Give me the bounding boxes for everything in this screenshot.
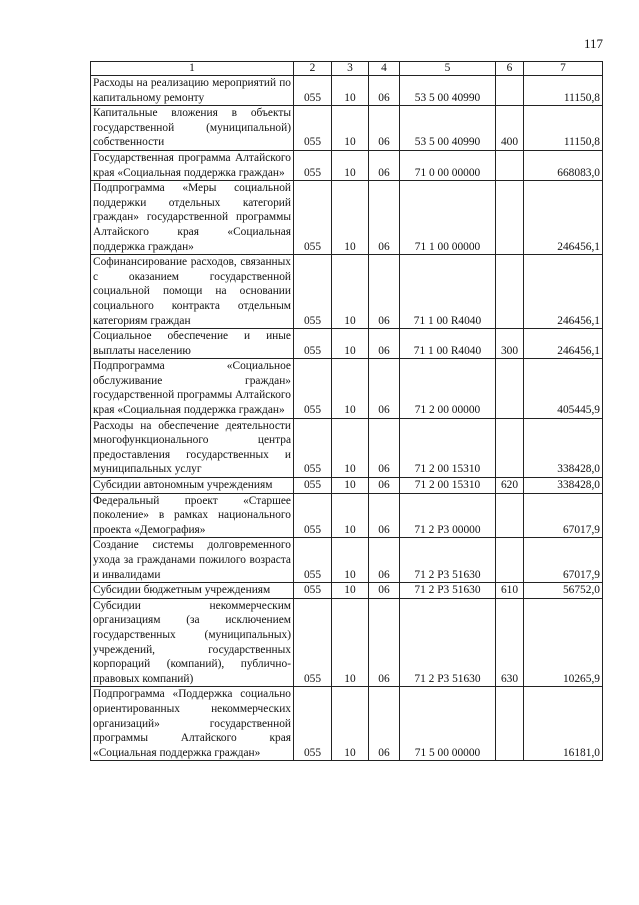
expense-type-cell: 610: [496, 583, 524, 599]
amount-cell: 10265,9: [524, 598, 603, 687]
expense-type-cell: 400: [496, 106, 524, 151]
subsection-cell: 06: [369, 598, 400, 687]
amount-cell: 11150,8: [524, 76, 603, 106]
table-row: [91, 359, 603, 418]
admin-code-cell: 055: [294, 255, 332, 329]
subsection-cell: 06: [369, 418, 400, 477]
amount-cell: 246456,1: [524, 255, 603, 329]
subsection-cell: 06: [369, 181, 400, 255]
amount-cell: 338428,0: [524, 418, 603, 477]
admin-code-cell: 055: [294, 493, 332, 538]
col-header-1: 1: [91, 62, 294, 76]
table-row: [91, 418, 603, 477]
row-name-cell: Субсидии автономным учреждениям: [91, 478, 294, 494]
target-article-cell: 71 2 P3 51630: [400, 583, 496, 599]
budget-table: [90, 61, 603, 761]
subsection-cell: 06: [369, 583, 400, 599]
expense-type-cell: 620: [496, 478, 524, 494]
admin-code-cell: 055: [294, 359, 332, 418]
target-article-cell: 71 2 00 00000: [400, 359, 496, 418]
section-cell: 10: [332, 687, 369, 761]
table-body: [91, 76, 603, 761]
section-cell: 10: [332, 538, 369, 583]
table-row: [91, 76, 603, 106]
expense-type-cell: [496, 76, 524, 106]
section-cell: 10: [332, 150, 369, 180]
table-row: [91, 478, 603, 494]
expense-type-cell: [496, 150, 524, 180]
target-article-cell: 53 5 00 40990: [400, 106, 496, 151]
subsection-cell: 06: [369, 538, 400, 583]
amount-cell: 67017,9: [524, 493, 603, 538]
target-article-cell: 71 1 00 R4040: [400, 255, 496, 329]
section-cell: 10: [332, 106, 369, 151]
subsection-cell: 06: [369, 359, 400, 418]
target-article-cell: 53 5 00 40990: [400, 76, 496, 106]
target-article-cell: 71 1 00 00000: [400, 181, 496, 255]
table-row: [91, 493, 603, 538]
subsection-cell: 06: [369, 150, 400, 180]
expense-type-cell: [496, 687, 524, 761]
expense-type-cell: [496, 359, 524, 418]
row-name-cell: Государственная программа Алтайского края «Социальная поддержка граждан»: [91, 150, 294, 180]
section-cell: 10: [332, 598, 369, 687]
amount-cell: 405445,9: [524, 359, 603, 418]
target-article-cell: 71 0 00 00000: [400, 150, 496, 180]
admin-code-cell: 055: [294, 181, 332, 255]
row-name-cell: Капитальные вложения в объекты государственной (муниципальной) собственности: [91, 106, 294, 151]
amount-cell: 16181,0: [524, 687, 603, 761]
subsection-cell: 06: [369, 76, 400, 106]
target-article-cell: 71 2 00 15310: [400, 418, 496, 477]
row-name-cell: Расходы на обеспечение деятельности многофункционального центра предоставления государственных и муниципальных услуг: [91, 418, 294, 477]
section-cell: 10: [332, 478, 369, 494]
section-cell: 10: [332, 181, 369, 255]
table-row: [91, 583, 603, 599]
expense-type-cell: [496, 181, 524, 255]
admin-code-cell: 055: [294, 418, 332, 477]
row-name-cell: Подпрограмма «Поддержка социально ориентированных некоммерческих организаций» государственной программы Алтайского края «Социальная поддержка граждан»: [91, 687, 294, 761]
row-name-cell: Подпрограмма «Меры социальной поддержки отдельных категорий граждан» государственной программы Алтайского края «Социальная поддержка граждан»: [91, 181, 294, 255]
row-name-cell: Федеральный проект «Старшее поколение» в рамках национального проекта «Демография»: [91, 493, 294, 538]
subsection-cell: 06: [369, 687, 400, 761]
amount-cell: 56752,0: [524, 583, 603, 599]
table-row: [91, 106, 603, 151]
amount-cell: 668083,0: [524, 150, 603, 180]
expense-type-cell: [496, 493, 524, 538]
row-name-cell: Субсидии некоммерческим организациям (за исключением государственных (муниципальных) учреждений, государственных корпораций (компаний), публично-правовых компаний): [91, 598, 294, 687]
subsection-cell: 06: [369, 255, 400, 329]
subsection-cell: 06: [369, 493, 400, 538]
admin-code-cell: 055: [294, 583, 332, 599]
amount-cell: 338428,0: [524, 478, 603, 494]
col-header-2: 2: [294, 62, 332, 76]
target-article-cell: 71 2 P3 51630: [400, 538, 496, 583]
col-header-6: 6: [496, 62, 524, 76]
row-name-cell: Создание системы долговременного ухода за гражданами пожилого возраста и инвалидами: [91, 538, 294, 583]
subsection-cell: 06: [369, 478, 400, 494]
page-number: 117: [583, 36, 603, 51]
admin-code-cell: 055: [294, 598, 332, 687]
expense-type-cell: [496, 255, 524, 329]
amount-cell: 246456,1: [524, 329, 603, 359]
target-article-cell: 71 2 P3 00000: [400, 493, 496, 538]
admin-code-cell: 055: [294, 106, 332, 151]
target-article-cell: 71 2 P3 51630: [400, 598, 496, 687]
table-row: [91, 150, 603, 180]
col-header-4: 4: [369, 62, 400, 76]
section-cell: 10: [332, 329, 369, 359]
col-header-3: 3: [332, 62, 369, 76]
amount-cell: 67017,9: [524, 538, 603, 583]
row-name-cell: Субсидии бюджетным учреждениям: [91, 583, 294, 599]
target-article-cell: 71 2 00 15310: [400, 478, 496, 494]
table-row: [91, 598, 603, 687]
expense-type-cell: [496, 538, 524, 583]
admin-code-cell: 055: [294, 538, 332, 583]
table-row: [91, 538, 603, 583]
subsection-cell: 06: [369, 106, 400, 151]
admin-code-cell: 055: [294, 150, 332, 180]
row-name-cell: Софинансирование расходов, связанных с оказанием государственной социальной помощи на основании социального контракта отдельным категориям граждан: [91, 255, 294, 329]
table-row: [91, 255, 603, 329]
section-cell: 10: [332, 255, 369, 329]
admin-code-cell: 055: [294, 687, 332, 761]
admin-code-cell: 055: [294, 76, 332, 106]
admin-code-cell: 055: [294, 329, 332, 359]
section-cell: 10: [332, 418, 369, 477]
expense-type-cell: 300: [496, 329, 524, 359]
col-header-7: 7: [524, 62, 603, 76]
expense-type-cell: 630: [496, 598, 524, 687]
amount-cell: 11150,8: [524, 106, 603, 151]
section-cell: 10: [332, 76, 369, 106]
target-article-cell: 71 5 00 00000: [400, 687, 496, 761]
target-article-cell: 71 1 00 R4040: [400, 329, 496, 359]
row-name-cell: Подпрограмма «Социальное обслуживание граждан» государственной программы Алтайского края «Социальная поддержка граждан»: [91, 359, 294, 418]
row-name-cell: Расходы на реализацию мероприятий по капитальному ремонту: [91, 76, 294, 106]
header-row: [91, 62, 603, 76]
expense-type-cell: [496, 418, 524, 477]
row-name-cell: Социальное обеспечение и иные выплаты населению: [91, 329, 294, 359]
table-row: [91, 329, 603, 359]
col-header-5: 5: [400, 62, 496, 76]
table-row: [91, 687, 603, 761]
admin-code-cell: 055: [294, 478, 332, 494]
subsection-cell: 06: [369, 329, 400, 359]
section-cell: 10: [332, 359, 369, 418]
amount-cell: 246456,1: [524, 181, 603, 255]
table-row: [91, 181, 603, 255]
section-cell: 10: [332, 493, 369, 538]
section-cell: 10: [332, 583, 369, 599]
